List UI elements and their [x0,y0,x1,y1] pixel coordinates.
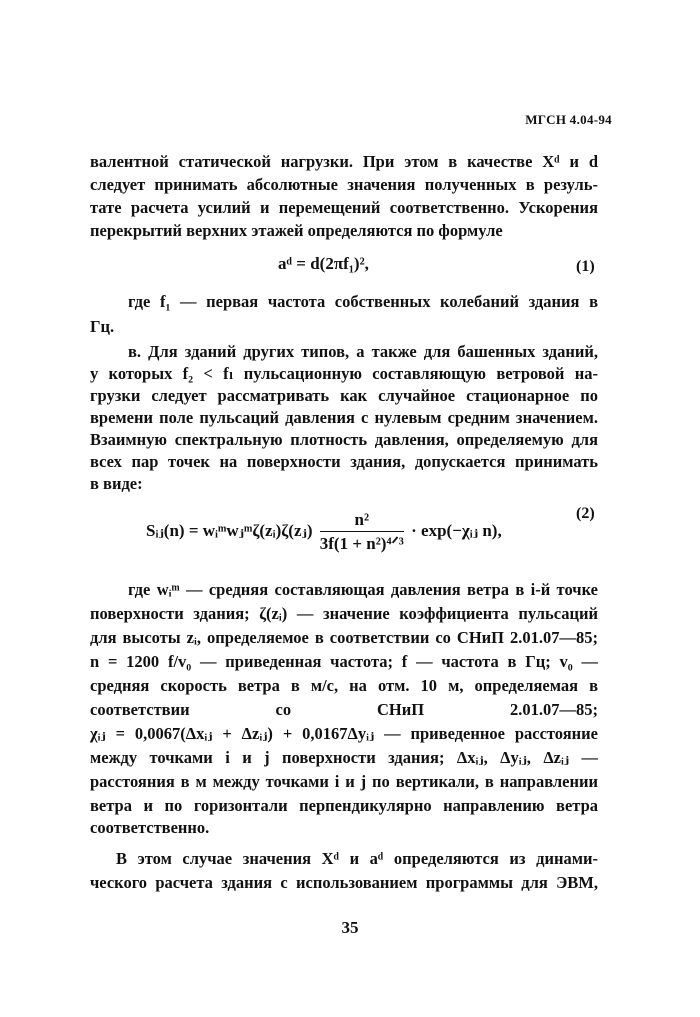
text-line: ческого расчета здания с использованием программы для ЭВМ, [90,873,598,892]
text-line: в. Для зданий других типов, а также для башенных зданий, [128,342,598,361]
text-line: n = 1200 f/v₀ — приведенная частота; f — частота в Гц; v₀ — [90,652,598,671]
formula-2 [146,510,502,554]
formula-2-numerator: n² [320,510,404,532]
text-line: ветра и по горизонтали перпендикулярно направлению ветра [90,796,598,815]
document-header: МГСН 4.04-94 [525,112,612,127]
text-line: у которых f₂ < fₗ пульсационную составляющую ветровой на- [90,364,598,383]
formula-2-denominator: 3f(1 + n²)⁴ᐟ³ [319,534,404,553]
formula-1-number: (1) [576,258,595,275]
text-line: Гц. [90,317,115,336]
text-line: перекрытий верхних этажей определяются по формуле [90,221,503,240]
formula-2-lhs: Sᵢⱼ(n) = wᵢᵐwⱼᵐζ(zᵢ)ζ(zⱼ) [146,520,313,540]
formula-2-fraction [320,510,404,554]
text-line: χᵢⱼ = 0,0067(Δxᵢⱼ + Δzᵢⱼ) + 0,0167Δyᵢⱼ — приведенное расстояние [90,724,598,743]
text-line: для высоты zᵢ, определяемое в соответствии со СНиП 2.01.07—85; [90,628,598,647]
text-line: тате расчета усилий и перемещений соответственно. Ускорения [90,198,598,217]
text-line: поверхности здания; ζ(zᵢ) — значение коэффициента пульсаций [90,604,598,623]
text-line: всех пар точек на поверхности здания, допускается принимать [90,452,598,471]
formula-2-rhs: · exp(−χᵢⱼ n), [411,520,502,540]
text-line: в виде: [90,474,143,493]
formula-2-number: (2) [576,505,595,522]
text-line: где f₁ — первая частота собственных колебаний здания в [128,292,598,311]
page-number: 35 [341,918,359,937]
text-line: валентной статической нагрузки. При этом в качестве Xᵈ и d [90,152,598,171]
text-line: следует принимать абсолютные значения полученных в резуль- [90,175,598,194]
text-line: соответственно. [90,818,210,837]
text-line: средняя скорость ветра в м/с, на отм. 10 м, определяемая в [90,676,598,695]
text-line: В этом случае значения Xᵈ и aᵈ определяются из динами- [116,849,598,868]
formula-1: aᵈ = d(2πf₁)², [278,254,369,273]
text-line: Взаимную спектральную плотность давления, определяемую для [90,430,598,449]
text-line: соответствии со СНиП 2.01.07—85; [90,700,598,719]
text-line: между точками i и j поверхности здания; Δxᵢⱼ, Δyᵢⱼ, Δzᵢⱼ — [90,748,598,767]
text-line: грузки следует рассматривать как случайное стационарное по [90,386,598,405]
text-line: времени поле пульсаций давления с нулевым средним значением. [90,408,598,427]
text-line: где wᵢᵐ — средняя составляющая давления ветра в i-й точке [128,580,598,599]
text-line: расстояния в м между точками i и j по вертикали, в направлении [90,772,598,791]
